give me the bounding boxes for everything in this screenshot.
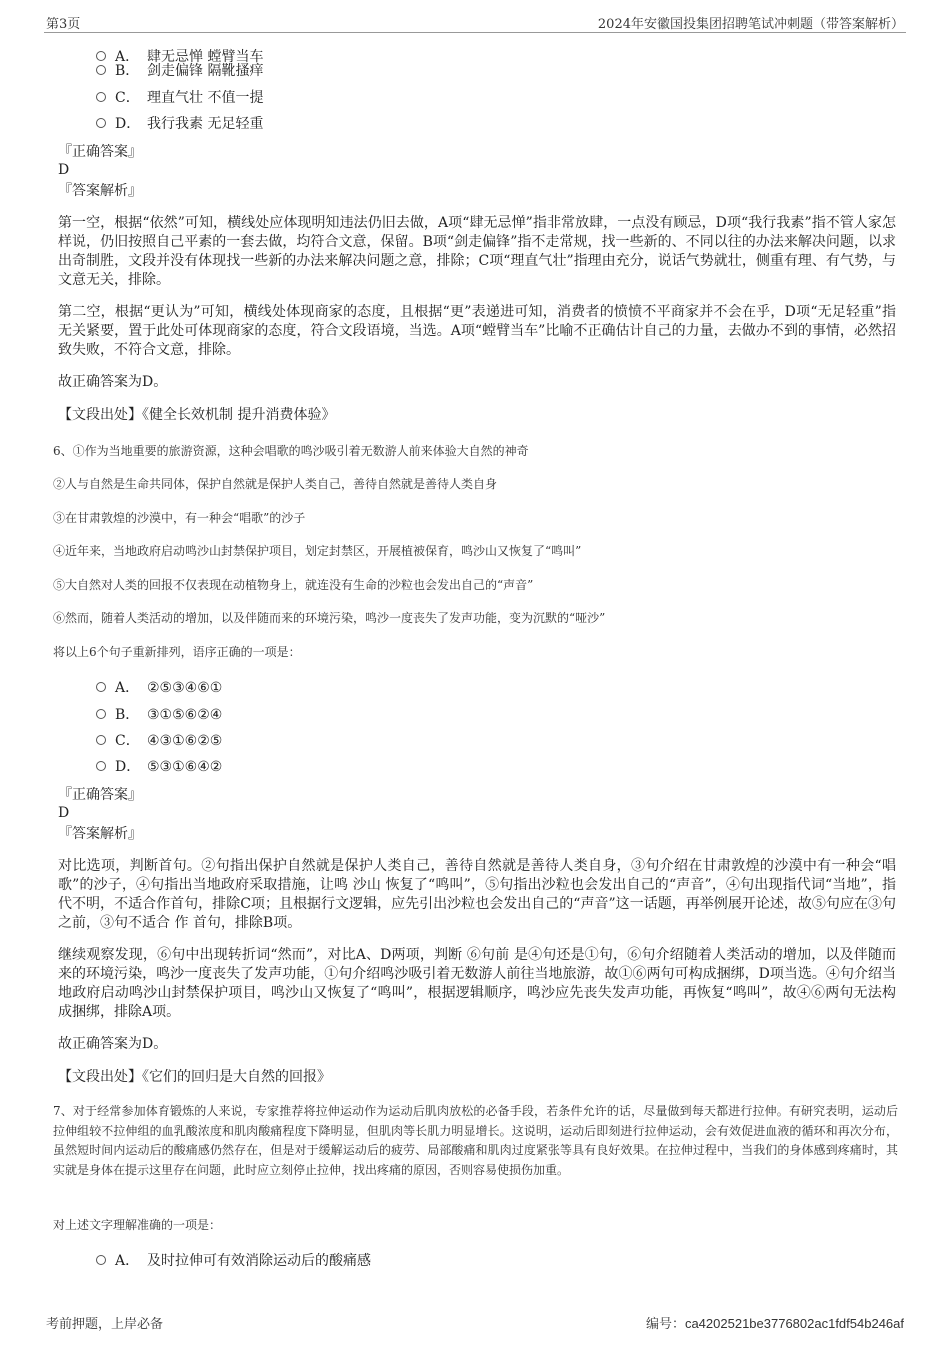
q6-option-b[interactable]: B． ③①⑤⑥②④	[96, 706, 222, 724]
q5-analysis-label: 『答案解析』	[58, 183, 142, 199]
q5-option-b[interactable]: B． 剑走偏锋 隔靴搔痒	[96, 62, 263, 80]
q6-option-c[interactable]: C． ④③①⑥②⑤	[96, 732, 222, 750]
q5-source: 【文段出处】《健全长效机制 提升消费体验》	[58, 407, 336, 423]
q6-option-d[interactable]: D． ⑤③①⑥④②	[96, 758, 222, 776]
q6-analysis-paragraph: 继续观察发现，⑥句中出现转折词“然而”，对比A、D两项，判断 ⑥句前 是④句还是①句，⑥句介绍随着人类活动的增加，以及伴随而来的环境污染，鸣沙一度丧失了发声功能，①句介绍鸣沙吸引着无数游人前往当地旅游，故①⑥两句可构成捆绑，D项当选。④句介绍当地政府启动鸣沙山封禁保护项目，鸣沙山又恢复了“鸣叫”，根据逻辑顺序，鸣沙应先丧失发声功能，再恢复“鸣叫”，故④⑥两句无法构成捆绑，排除A项。	[58, 947, 896, 1020]
document-id: 编号：ca4202521be3776802ac1fdf54b246af	[645, 1316, 904, 1331]
page-header	[0, 0, 950, 34]
radio-icon[interactable]	[96, 682, 106, 692]
document-title: 2024年安徽国投集团招聘笔试冲刺题（带答案解析）	[597, 17, 904, 32]
q6-sentence: ③在甘肃敦煌的沙漠中，有一种会“唱歌”的沙子	[53, 511, 306, 525]
radio-icon[interactable]	[96, 735, 106, 745]
radio-icon[interactable]	[96, 65, 106, 75]
q6-sentence: ⑥然而，随着人类活动的增加，以及伴随而来的环境污染，鸣沙一度丧失了发声功能，变为沉默的“哑沙”	[53, 611, 606, 625]
q6-prompt: 将以上6个句子重新排列，语序正确的一项是：	[53, 645, 301, 659]
q6-analysis-conclusion: 故正确答案为D。	[58, 1036, 168, 1052]
page-number: 第3页	[46, 17, 81, 32]
q5-option-a[interactable]: A． 肆无忌惮 螳臂当车	[96, 48, 263, 66]
q6-sentence: ②人与自然是生命共同体，保护自然就是保护人类自己，善待自然就是善待人类自身	[53, 477, 498, 491]
q6-source: 【文段出处】《它们的回归是大自然的回报》	[58, 1069, 331, 1085]
q5-option-c[interactable]: C． 理直气壮 不值一提	[96, 89, 263, 107]
q7-stem: 7、对于经常参加体育锻炼的人来说，专家推荐将拉伸运动作为运动后肌肉放松的必备手段，若条件允许的话，尽量做到每天都进行拉伸。有研究表明，运动后拉伸组较不拉伸组的血乳酸浓度和肌肉酸痛程度下降明显，但肌肉等长肌力明显增长。这说明，运动后即刻进行拉伸运动，会有效促进血液的循环和再次分布，虽然短时间内运动后的酸痛感仍然存在，但是对于缓解运动后的疲劳、局部酸痛和肌肉过度紧张等具有良好效果。在拉伸过程中，当我们的身体感到疼痛时，其实就是身体在提示这里存在问题，此时应立刻停止拉伸，找出疼痛的原因，否则容易使损伤加重。	[53, 1104, 898, 1177]
footer-slogan: 考前押题，上岸必备	[46, 1317, 164, 1332]
q6-stem: 6、①作为当地重要的旅游资源，这种会唱歌的鸣沙吸引着无数游人前来体验大自然的神奇	[53, 444, 529, 458]
q5-analysis-conclusion: 故正确答案为D。	[58, 374, 168, 390]
radio-icon[interactable]	[96, 92, 106, 102]
radio-icon[interactable]	[96, 1255, 106, 1265]
radio-icon[interactable]	[96, 51, 106, 61]
q7-prompt: 对上述文字理解准确的一项是：	[53, 1218, 222, 1232]
q6-sentence: ⑤大自然对人类的回报不仅表现在动植物身上，就连没有生命的沙粒也会发出自己的“声音”	[53, 578, 534, 592]
q5-option-d[interactable]: D． 我行我素 无足轻重	[96, 115, 263, 133]
q6-analysis-label: 『答案解析』	[58, 826, 142, 842]
q6-answer: D	[58, 805, 70, 821]
q5-analysis-paragraph: 第二空，根据“更认为”可知，横线处体现商家的态度，且根据“更”表递进可知，消费者的愤愤不平商家并不会在乎，D项“无足轻重”指无关紧要，置于此处可体现商家的态度，符合文段语境，当选。A项“螳臂当车”比喻不正确估计自己的力量，去做办不到的事情，必然招致失败，不符合文意，排除。	[58, 304, 896, 358]
q6-option-a[interactable]: A． ②⑤③④⑥①	[96, 679, 222, 697]
radio-icon[interactable]	[96, 761, 106, 771]
q5-answer-label: 『正确答案』	[58, 144, 142, 160]
q6-sentence: ④近年来，当地政府启动鸣沙山封禁保护项目，划定封禁区，开展植被保育，鸣沙山又恢复了“鸣叫”	[53, 544, 582, 558]
q6-answer-label: 『正确答案』	[58, 787, 142, 803]
header-divider	[44, 32, 906, 33]
q5-answer: D	[58, 162, 70, 178]
q5-analysis-paragraph: 第一空，根据“依然”可知，横线处应体现明知违法仍旧去做，A项“肆无忌惮”指非常放肆，一点没有顾忌，D项“我行我素”指不管人家怎样说，仍旧按照自己平素的一套去做，均符合文意，保留。B项“剑走偏锋”指不走常规，找一些新的、不同以往的办法来解决问题，以求出奇制胜，文段并没有体现找一些新的办法来解决问题之意，排除；C项“理直气壮”指理由充分，说话气势就壮，侧重有理、有气势，与文意无关，排除。	[58, 215, 896, 288]
q7-option-a[interactable]: A． 及时拉伸可有效消除运动后的酸痛感	[96, 1252, 371, 1270]
q6-analysis-paragraph: 对比选项，判断首句。②句指出保护自然就是保护人类自己，善待自然就是善待人类自身，③句介绍在甘肃敦煌的沙漠中有一种会“唱歌”的沙子，④句指出当地政府采取措施，让鸣 沙山 恢复了“鸣叫”，⑤句指出沙粒也会发出自己的“声音”，④句出现指代词“当地”，指代不明，不适合作首句，排除C项；且根据行文逻辑，应先引出沙粒也会发出自己的“声音”这一话题，再举例展开论述，故⑤句应在③句之前，③句不适合 作 首句，排除B项。	[58, 858, 896, 931]
radio-icon[interactable]	[96, 709, 106, 719]
radio-icon[interactable]	[96, 118, 106, 128]
